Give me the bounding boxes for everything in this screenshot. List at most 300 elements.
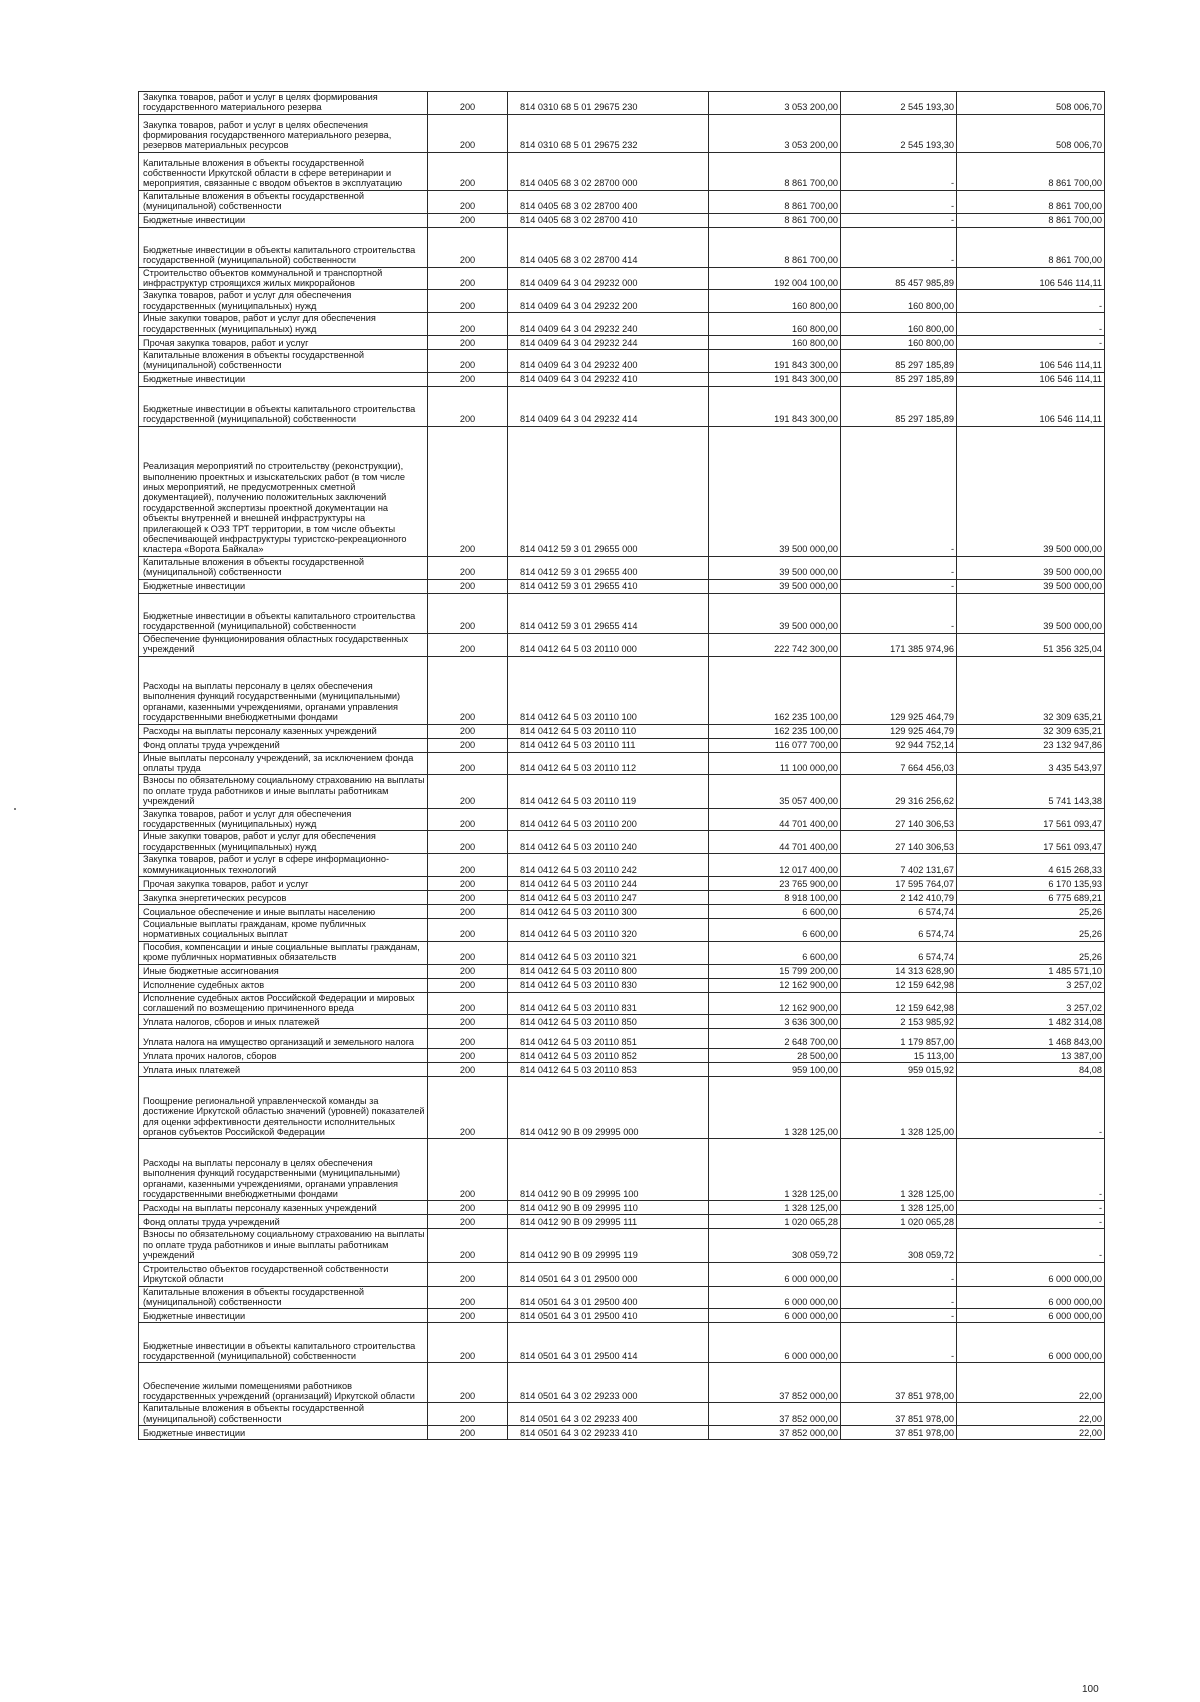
- row-kbk: 814 0409 64 3 04 29232 000: [508, 267, 709, 290]
- row-unexecuted: 25,26: [957, 941, 1105, 964]
- row-approved: 1 328 125,00: [709, 1139, 841, 1201]
- row-name: Капитальные вложения в объекты государственной собственности Иркутской области в сфере ветеринарии и мероприятия, связанные с вводом объектов в эксплуатацию: [139, 152, 428, 190]
- row-code: 200: [428, 1229, 508, 1262]
- row-kbk: 814 0412 64 5 03 20110 831: [508, 992, 709, 1015]
- budget-table-body: [139, 92, 1105, 1440]
- row-code: 200: [428, 426, 508, 556]
- row-code: 200: [428, 579, 508, 593]
- row-approved: 8 861 700,00: [709, 227, 841, 267]
- table-row: [139, 1426, 1105, 1440]
- row-unexecuted: 4 615 268,33: [957, 854, 1105, 877]
- table-row: [139, 1403, 1105, 1426]
- row-name: Иные закупки товаров, работ и услуг для обеспечения государственных (муниципальных) нужд: [139, 831, 428, 854]
- row-name: Строительство объектов государственной собственности Иркутской области: [139, 1262, 428, 1286]
- row-approved: 2 648 700,00: [709, 1029, 841, 1049]
- table-row: [139, 386, 1105, 426]
- row-kbk: 814 0405 68 3 02 28700 400: [508, 190, 709, 213]
- row-kbk: 814 0412 64 5 03 20110 242: [508, 854, 709, 877]
- row-unexecuted: -: [957, 290, 1105, 313]
- row-approved: 44 701 400,00: [709, 808, 841, 831]
- row-kbk: 814 0405 68 3 02 28700 000: [508, 152, 709, 190]
- row-code: 200: [428, 992, 508, 1015]
- table-row: [139, 724, 1105, 738]
- row-approved: 8 918 100,00: [709, 890, 841, 904]
- row-executed: -: [841, 593, 957, 633]
- table-row: [139, 1323, 1105, 1363]
- row-approved: 162 235 100,00: [709, 724, 841, 738]
- row-approved: 23 765 900,00: [709, 876, 841, 890]
- row-executed: 27 140 306,53: [841, 831, 957, 854]
- row-executed: 14 313 628,90: [841, 964, 957, 978]
- row-kbk: 814 0501 64 3 02 29233 000: [508, 1363, 709, 1403]
- row-executed: 85 297 185,89: [841, 350, 957, 373]
- row-name: Уплата налога на имущество организаций и земельного налога: [139, 1029, 428, 1049]
- row-code: 200: [428, 114, 508, 152]
- table-row: [139, 656, 1105, 724]
- row-kbk: 814 0412 64 5 03 20110 247: [508, 890, 709, 904]
- row-name: Уплата прочих налогов, сборов: [139, 1049, 428, 1063]
- table-row: [139, 1286, 1105, 1309]
- row-approved: 160 800,00: [709, 290, 841, 313]
- row-name: Бюджетные инвестиции: [139, 579, 428, 593]
- table-row: [139, 213, 1105, 227]
- row-code: 200: [428, 227, 508, 267]
- row-kbk: 814 0409 64 3 04 29232 244: [508, 336, 709, 350]
- row-executed: 308 059,72: [841, 1229, 957, 1262]
- row-unexecuted: 1 482 314,08: [957, 1015, 1105, 1029]
- table-row: [139, 313, 1105, 336]
- table-row: [139, 556, 1105, 579]
- row-kbk: 814 0412 64 5 03 20110 853: [508, 1063, 709, 1077]
- row-name: Реализация мероприятий по строительству (реконструкции), выполнению проектных и изыскательских работ (в том числе иных мероприятий, не предусмотренных сметной документацией), получению положительных заключений государственной экспертизы проектной документации на объекты внутренней и внешней инфраструктуры на прилегающей к ОЭЗ ТРТ территории, в том числе объекты обеспечивающей инфраструктуры туристско-рекреационного кластера «Ворота Байкала»: [139, 426, 428, 556]
- row-unexecuted: 8 861 700,00: [957, 190, 1105, 213]
- table-row: [139, 1309, 1105, 1323]
- row-unexecuted: 5 741 143,38: [957, 775, 1105, 808]
- row-approved: 959 100,00: [709, 1063, 841, 1077]
- row-name: Уплата налогов, сборов и иных платежей: [139, 1015, 428, 1029]
- row-approved: 8 861 700,00: [709, 152, 841, 190]
- table-row: [139, 290, 1105, 313]
- row-name: Капитальные вложения в объекты государственной (муниципальной) собственности: [139, 190, 428, 213]
- row-kbk: 814 0501 64 3 02 29233 400: [508, 1403, 709, 1426]
- row-name: Расходы на выплаты персоналу казенных учреждений: [139, 1201, 428, 1215]
- row-approved: 6 600,00: [709, 904, 841, 918]
- row-name: Взносы по обязательному социальному страхованию на выплаты по оплате труда работников и иные выплаты работникам учреждений: [139, 1229, 428, 1262]
- row-kbk: 814 0412 64 5 03 20110 100: [508, 656, 709, 724]
- row-unexecuted: 32 309 635,21: [957, 724, 1105, 738]
- row-code: 200: [428, 738, 508, 752]
- row-approved: 191 843 300,00: [709, 372, 841, 386]
- row-code: 200: [428, 808, 508, 831]
- row-code: 200: [428, 775, 508, 808]
- row-code: 200: [428, 633, 508, 656]
- row-unexecuted: 3 257,02: [957, 992, 1105, 1015]
- row-approved: 6 000 000,00: [709, 1262, 841, 1286]
- row-name: Закупка товаров, работ и услуг в сфере информационно-коммуникационных технологий: [139, 854, 428, 877]
- row-kbk: 814 0412 59 3 01 29655 000: [508, 426, 709, 556]
- row-unexecuted: -: [957, 1201, 1105, 1215]
- table-row: [139, 114, 1105, 152]
- row-executed: 85 297 185,89: [841, 386, 957, 426]
- row-unexecuted: 3 435 543,97: [957, 752, 1105, 775]
- row-name: Капитальные вложения в объекты государственной (муниципальной) собственности: [139, 1403, 428, 1426]
- row-approved: 160 800,00: [709, 336, 841, 350]
- row-name: Иные бюджетные ассигнования: [139, 964, 428, 978]
- row-unexecuted: 508 006,70: [957, 114, 1105, 152]
- table-row: [139, 336, 1105, 350]
- row-kbk: 814 0412 64 5 03 20110 200: [508, 808, 709, 831]
- row-approved: 12 017 400,00: [709, 854, 841, 877]
- row-code: 200: [428, 978, 508, 992]
- row-kbk: 814 0409 64 3 04 29232 400: [508, 350, 709, 373]
- row-code: 200: [428, 904, 508, 918]
- row-kbk: 814 0412 64 5 03 20110 119: [508, 775, 709, 808]
- row-kbk: 814 0409 64 3 04 29232 414: [508, 386, 709, 426]
- row-approved: 191 843 300,00: [709, 350, 841, 373]
- table-row: [139, 808, 1105, 831]
- row-executed: 1 328 125,00: [841, 1201, 957, 1215]
- row-code: 200: [428, 890, 508, 904]
- row-name: Расходы на выплаты персоналу в целях обеспечения выполнения функций государственными (муниципальными) органами, казенными учреждениями, органами управления государственными внебюджетными фондами: [139, 656, 428, 724]
- row-name: Закупка товаров, работ и услуг для обеспечения государственных (муниципальных) нужд: [139, 808, 428, 831]
- table-row: [139, 152, 1105, 190]
- table-row: [139, 1139, 1105, 1201]
- row-kbk: 814 0412 59 3 01 29655 410: [508, 579, 709, 593]
- row-name: Фонд оплаты труда учреждений: [139, 738, 428, 752]
- row-unexecuted: 8 861 700,00: [957, 152, 1105, 190]
- row-executed: 7 664 456,03: [841, 752, 957, 775]
- row-unexecuted: 6 000 000,00: [957, 1286, 1105, 1309]
- row-executed: -: [841, 1309, 957, 1323]
- row-code: 200: [428, 1063, 508, 1077]
- row-approved: 116 077 700,00: [709, 738, 841, 752]
- row-kbk: 814 0409 64 3 04 29232 240: [508, 313, 709, 336]
- row-approved: 39 500 000,00: [709, 426, 841, 556]
- row-code: 200: [428, 556, 508, 579]
- row-name: Взносы по обязательному социальному страхованию на выплаты по оплате труда работников и иные выплаты работникам учреждений: [139, 775, 428, 808]
- row-approved: 6 600,00: [709, 918, 841, 941]
- row-unexecuted: 25,26: [957, 918, 1105, 941]
- row-kbk: 814 0412 64 5 03 20110 112: [508, 752, 709, 775]
- row-name: Закупка товаров, работ и услуг для обеспечения государственных (муниципальных) нужд: [139, 290, 428, 313]
- table-row: [139, 593, 1105, 633]
- row-code: 200: [428, 831, 508, 854]
- table-row: [139, 372, 1105, 386]
- row-executed: 6 574,74: [841, 904, 957, 918]
- row-kbk: 814 0412 90 В 09 29995 119: [508, 1229, 709, 1262]
- row-code: 200: [428, 1029, 508, 1049]
- row-name: Прочая закупка товаров, работ и услуг: [139, 876, 428, 890]
- table-row: [139, 775, 1105, 808]
- row-code: 200: [428, 752, 508, 775]
- row-kbk: 814 0412 64 5 03 20110 000: [508, 633, 709, 656]
- row-approved: 15 799 200,00: [709, 964, 841, 978]
- table-row: [139, 1262, 1105, 1286]
- row-unexecuted: 6 000 000,00: [957, 1309, 1105, 1323]
- row-code: 200: [428, 92, 508, 115]
- row-approved: 37 852 000,00: [709, 1426, 841, 1440]
- row-approved: 11 100 000,00: [709, 752, 841, 775]
- row-executed: -: [841, 1262, 957, 1286]
- page-number: 100: [1082, 1684, 1099, 1695]
- row-name: Закупка энергетических ресурсов: [139, 890, 428, 904]
- row-approved: 8 861 700,00: [709, 213, 841, 227]
- row-name: Закупка товаров, работ и услуг в целях обеспечения формирования государственного материального резерва, резервов материальных ресурсов: [139, 114, 428, 152]
- row-executed: 129 925 464,79: [841, 656, 957, 724]
- row-executed: 85 457 985,89: [841, 267, 957, 290]
- table-row: [139, 941, 1105, 964]
- row-code: 200: [428, 1323, 508, 1363]
- row-kbk: 814 0501 64 3 01 29500 414: [508, 1323, 709, 1363]
- row-name: Обеспечение функционирования областных государственных учреждений: [139, 633, 428, 656]
- row-executed: 27 140 306,53: [841, 808, 957, 831]
- row-name: Поощрение региональной управленческой команды за достижение Иркутской областью значений (уровней) показателей для оценки эффективности деятельности исполнительных органов субъектов Российской Федерации: [139, 1077, 428, 1139]
- row-kbk: 814 0412 64 5 03 20110 320: [508, 918, 709, 941]
- row-unexecuted: 106 546 114,11: [957, 386, 1105, 426]
- row-executed: 12 159 642,98: [841, 992, 957, 1015]
- row-kbk: 814 0412 59 3 01 29655 400: [508, 556, 709, 579]
- row-executed: 6 574,74: [841, 918, 957, 941]
- table-row: [139, 831, 1105, 854]
- row-code: 200: [428, 593, 508, 633]
- row-code: 200: [428, 1049, 508, 1063]
- row-approved: 1 328 125,00: [709, 1201, 841, 1215]
- row-code: 200: [428, 372, 508, 386]
- row-code: 200: [428, 267, 508, 290]
- row-unexecuted: 106 546 114,11: [957, 350, 1105, 373]
- row-name: Исполнение судебных актов: [139, 978, 428, 992]
- row-executed: 2 545 193,30: [841, 114, 957, 152]
- row-kbk: 814 0412 64 5 03 20110 321: [508, 941, 709, 964]
- row-executed: 29 316 256,62: [841, 775, 957, 808]
- table-row: [139, 426, 1105, 556]
- row-unexecuted: 51 356 325,04: [957, 633, 1105, 656]
- row-unexecuted: 6 775 689,21: [957, 890, 1105, 904]
- row-executed: 171 385 974,96: [841, 633, 957, 656]
- row-name: Расходы на выплаты персоналу казенных учреждений: [139, 724, 428, 738]
- table-row: [139, 992, 1105, 1015]
- row-name: Капитальные вложения в объекты государственной (муниципальной) собственности: [139, 556, 428, 579]
- row-unexecuted: 6 000 000,00: [957, 1262, 1105, 1286]
- row-name: Бюджетные инвестиции: [139, 372, 428, 386]
- row-kbk: 814 0405 68 3 02 28700 410: [508, 213, 709, 227]
- row-approved: 192 004 100,00: [709, 267, 841, 290]
- row-name: Иные закупки товаров, работ и услуг для обеспечения государственных (муниципальных) нужд: [139, 313, 428, 336]
- row-name: Расходы на выплаты персоналу в целях обеспечения выполнения функций государственными (муниципальными) органами, казенными учреждениями, органами управления государственными внебюджетными фондами: [139, 1139, 428, 1201]
- row-unexecuted: 22,00: [957, 1363, 1105, 1403]
- table-row: [139, 1215, 1105, 1229]
- row-unexecuted: 39 500 000,00: [957, 426, 1105, 556]
- row-unexecuted: 106 546 114,11: [957, 372, 1105, 386]
- row-kbk: 814 0412 64 5 03 20110 830: [508, 978, 709, 992]
- row-executed: -: [841, 1323, 957, 1363]
- row-code: 200: [428, 656, 508, 724]
- row-kbk: 814 0412 90 В 09 29995 111: [508, 1215, 709, 1229]
- row-executed: 85 297 185,89: [841, 372, 957, 386]
- row-kbk: 814 0412 90 В 09 29995 110: [508, 1201, 709, 1215]
- table-row: [139, 918, 1105, 941]
- table-row: [139, 1049, 1105, 1063]
- row-executed: 160 800,00: [841, 290, 957, 313]
- row-kbk: 814 0412 64 5 03 20110 851: [508, 1029, 709, 1049]
- row-approved: 1 020 065,28: [709, 1215, 841, 1229]
- row-unexecuted: 17 561 093,47: [957, 808, 1105, 831]
- row-approved: 6 000 000,00: [709, 1309, 841, 1323]
- row-kbk: 814 0412 64 5 03 20110 110: [508, 724, 709, 738]
- table-row: [139, 1363, 1105, 1403]
- row-unexecuted: 8 861 700,00: [957, 213, 1105, 227]
- row-unexecuted: 25,26: [957, 904, 1105, 918]
- table-row: [139, 738, 1105, 752]
- row-name: Иные выплаты персоналу учреждений, за исключением фонда оплаты труда: [139, 752, 428, 775]
- row-code: 200: [428, 336, 508, 350]
- row-executed: 37 851 978,00: [841, 1426, 957, 1440]
- row-kbk: 814 0501 64 3 01 29500 000: [508, 1262, 709, 1286]
- row-kbk: 814 0412 59 3 01 29655 414: [508, 593, 709, 633]
- table-row: [139, 978, 1105, 992]
- table-row: [139, 350, 1105, 373]
- row-executed: 12 159 642,98: [841, 978, 957, 992]
- row-unexecuted: 6 170 135,93: [957, 876, 1105, 890]
- row-approved: 37 852 000,00: [709, 1363, 841, 1403]
- table-row: [139, 1201, 1105, 1215]
- row-code: 200: [428, 941, 508, 964]
- row-name: Прочая закупка товаров, работ и услуг: [139, 336, 428, 350]
- row-name: Бюджетные инвестиции в объекты капитального строительства государственной (муниципальной) собственности: [139, 227, 428, 267]
- row-approved: 6 600,00: [709, 941, 841, 964]
- row-unexecuted: 6 000 000,00: [957, 1323, 1105, 1363]
- row-code: 200: [428, 918, 508, 941]
- row-name: Бюджетные инвестиции: [139, 213, 428, 227]
- row-name: Закупка товаров, работ и услуг в целях формирования государственного материального резерва: [139, 92, 428, 115]
- row-executed: -: [841, 426, 957, 556]
- table-row: [139, 890, 1105, 904]
- row-approved: 12 162 900,00: [709, 992, 841, 1015]
- row-code: 200: [428, 152, 508, 190]
- row-name: Бюджетные инвестиции: [139, 1309, 428, 1323]
- row-executed: 7 402 131,67: [841, 854, 957, 877]
- row-approved: 162 235 100,00: [709, 656, 841, 724]
- row-code: 200: [428, 1403, 508, 1426]
- table-row: [139, 1015, 1105, 1029]
- budget-execution-table: [138, 91, 1105, 1440]
- row-code: 200: [428, 854, 508, 877]
- row-unexecuted: 106 546 114,11: [957, 267, 1105, 290]
- row-unexecuted: -: [957, 1139, 1105, 1201]
- row-executed: 1 179 857,00: [841, 1029, 957, 1049]
- row-unexecuted: 8 861 700,00: [957, 227, 1105, 267]
- row-unexecuted: 22,00: [957, 1426, 1105, 1440]
- row-executed: 37 851 978,00: [841, 1403, 957, 1426]
- scan-speck: [14, 808, 16, 810]
- row-approved: 44 701 400,00: [709, 831, 841, 854]
- row-code: 200: [428, 190, 508, 213]
- row-name: Исполнение судебных актов Российской Федерации и мировых соглашений по возмещению причиненного вреда: [139, 992, 428, 1015]
- row-approved: 6 000 000,00: [709, 1323, 841, 1363]
- row-code: 200: [428, 724, 508, 738]
- row-approved: 37 852 000,00: [709, 1403, 841, 1426]
- row-code: 200: [428, 290, 508, 313]
- row-executed: 1 328 125,00: [841, 1139, 957, 1201]
- row-unexecuted: 508 006,70: [957, 92, 1105, 115]
- row-code: 200: [428, 1139, 508, 1201]
- row-kbk: 814 0409 64 3 04 29232 200: [508, 290, 709, 313]
- row-approved: 39 500 000,00: [709, 593, 841, 633]
- row-approved: 160 800,00: [709, 313, 841, 336]
- row-name: Уплата иных платежей: [139, 1063, 428, 1077]
- row-code: 200: [428, 386, 508, 426]
- row-kbk: 814 0405 68 3 02 28700 414: [508, 227, 709, 267]
- row-name: Строительство объектов коммунальной и транспортной инфраструктур строящихся жилых микрорайонов: [139, 267, 428, 290]
- row-name: Капитальные вложения в объекты государственной (муниципальной) собственности: [139, 1286, 428, 1309]
- row-unexecuted: 13 387,00: [957, 1049, 1105, 1063]
- row-approved: 28 500,00: [709, 1049, 841, 1063]
- row-approved: 3 053 200,00: [709, 114, 841, 152]
- row-kbk: 814 0409 64 3 04 29232 410: [508, 372, 709, 386]
- row-kbk: 814 0412 90 В 09 29995 100: [508, 1139, 709, 1201]
- row-approved: 3 053 200,00: [709, 92, 841, 115]
- row-unexecuted: 17 561 093,47: [957, 831, 1105, 854]
- row-name: Бюджетные инвестиции в объекты капитального строительства государственной (муниципальной) собственности: [139, 386, 428, 426]
- table-row: [139, 190, 1105, 213]
- row-approved: 8 861 700,00: [709, 190, 841, 213]
- row-code: 200: [428, 1309, 508, 1323]
- row-executed: 129 925 464,79: [841, 724, 957, 738]
- row-executed: 160 800,00: [841, 313, 957, 336]
- budget-table-sheet: [138, 91, 1104, 1440]
- row-kbk: 814 0412 64 5 03 20110 800: [508, 964, 709, 978]
- row-code: 200: [428, 1426, 508, 1440]
- row-unexecuted: 23 132 947,86: [957, 738, 1105, 752]
- row-kbk: 814 0310 68 5 01 29675 232: [508, 114, 709, 152]
- row-code: 200: [428, 1201, 508, 1215]
- table-row: [139, 92, 1105, 115]
- row-code: 200: [428, 1077, 508, 1139]
- row-approved: 191 843 300,00: [709, 386, 841, 426]
- row-kbk: 814 0412 64 5 03 20110 240: [508, 831, 709, 854]
- row-unexecuted: 22,00: [957, 1403, 1105, 1426]
- row-unexecuted: 32 309 635,21: [957, 656, 1105, 724]
- row-executed: -: [841, 213, 957, 227]
- row-executed: 2 545 193,30: [841, 92, 957, 115]
- row-executed: 1 020 065,28: [841, 1215, 957, 1229]
- row-code: 200: [428, 1262, 508, 1286]
- row-unexecuted: 84,08: [957, 1063, 1105, 1077]
- row-kbk: 814 0501 64 3 02 29233 410: [508, 1426, 709, 1440]
- row-unexecuted: -: [957, 336, 1105, 350]
- row-unexecuted: 3 257,02: [957, 978, 1105, 992]
- row-executed: 37 851 978,00: [841, 1363, 957, 1403]
- row-name: Капитальные вложения в объекты государственной (муниципальной) собственности: [139, 350, 428, 373]
- row-code: 200: [428, 1215, 508, 1229]
- row-kbk: 814 0501 64 3 01 29500 410: [508, 1309, 709, 1323]
- table-row: [139, 267, 1105, 290]
- row-unexecuted: 1 485 571,10: [957, 964, 1105, 978]
- row-approved: 35 057 400,00: [709, 775, 841, 808]
- row-executed: 92 944 752,14: [841, 738, 957, 752]
- row-code: 200: [428, 1286, 508, 1309]
- table-row: [139, 1077, 1105, 1139]
- row-code: 200: [428, 876, 508, 890]
- row-kbk: 814 0412 64 5 03 20110 300: [508, 904, 709, 918]
- table-row: [139, 854, 1105, 877]
- table-row: [139, 752, 1105, 775]
- row-unexecuted: 39 500 000,00: [957, 556, 1105, 579]
- row-unexecuted: -: [957, 1077, 1105, 1139]
- row-code: 200: [428, 964, 508, 978]
- row-kbk: 814 0412 64 5 03 20110 852: [508, 1049, 709, 1063]
- table-row: [139, 633, 1105, 656]
